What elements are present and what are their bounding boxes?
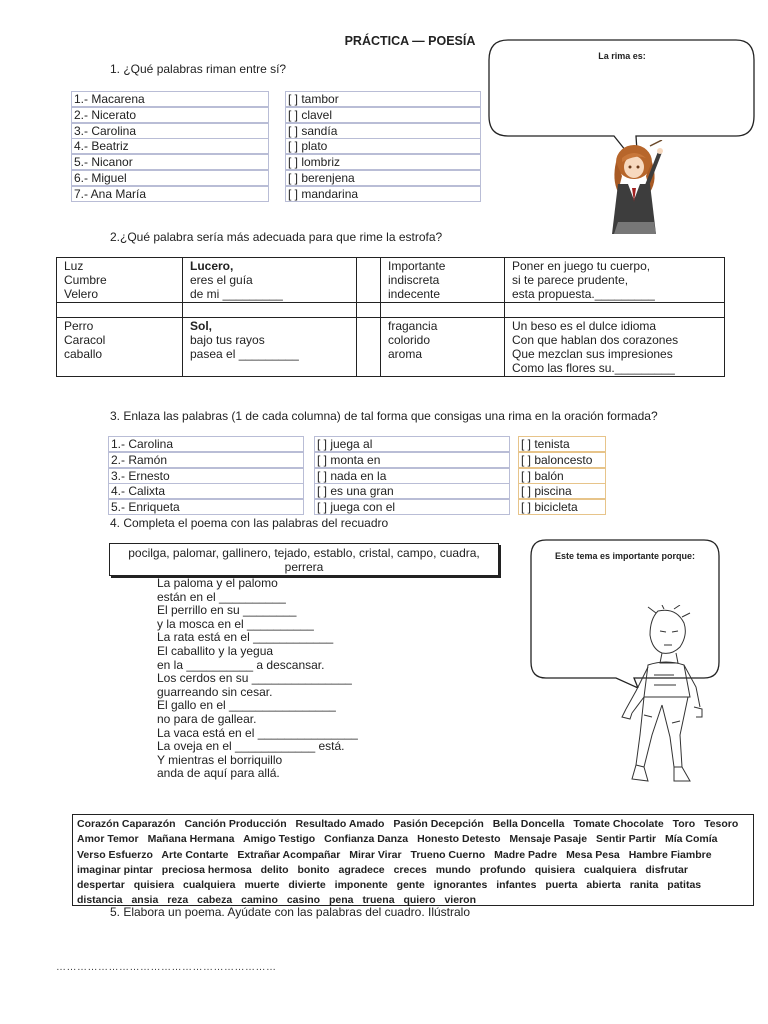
- word-bank-item: truena: [362, 894, 395, 907]
- strophe-option: caballo: [64, 347, 103, 361]
- q1-left-item: 1.- Macarena: [71, 91, 269, 107]
- word-bank-item: Sentir Partir: [595, 833, 657, 846]
- word-bank-item: creces: [393, 863, 427, 876]
- strophe-verse-line: Un beso es el dulce idioma: [512, 319, 657, 333]
- strophe-row-2: [57, 318, 725, 377]
- word-bank-item: ignorantes: [433, 879, 488, 892]
- poem-line: El perrillo en su ________: [157, 603, 297, 618]
- strophe-option: Perro: [64, 319, 94, 333]
- word-box-line-2: perrera: [284, 560, 324, 574]
- word-bank-item: casino: [286, 894, 321, 907]
- answer-dotted-line: ………………………………………………………: [56, 962, 277, 973]
- word-bank-item: Honesto Detesto: [417, 833, 501, 846]
- word-box: [109, 543, 499, 576]
- anime-girl-with-wand-icon: [606, 140, 666, 234]
- word-bank-item: ansia: [131, 894, 159, 907]
- strophe-2-verse: [505, 258, 725, 303]
- q1-left-column: [71, 91, 269, 202]
- q3-col3-item: [ ] baloncesto: [518, 452, 606, 468]
- word-bank-item: Amigo Testigo: [243, 833, 316, 846]
- strophe-option: fragancia: [388, 319, 438, 333]
- strophe-option: Importante: [388, 259, 446, 273]
- word-bank-item: preciosa hermosa: [161, 863, 252, 876]
- q3-col2-item: [ ] juega con el: [314, 499, 510, 515]
- word-bank: [72, 814, 754, 906]
- strophe-option: indiscreta: [388, 273, 440, 287]
- word-bank-item: patitas: [667, 879, 702, 892]
- word-bank-item: puerta: [545, 879, 578, 892]
- q3-col2-item: [ ] juega al: [314, 436, 510, 452]
- word-bank-item: mundo: [435, 863, 471, 876]
- q1-right-item: [ ] mandarina: [285, 186, 481, 202]
- word-bank-item: abierta: [586, 879, 621, 892]
- anime-boy-sketch-icon: [618, 605, 708, 791]
- word-bank-item: Hambre Fiambre: [628, 848, 712, 861]
- word-bank-item: despertar: [77, 879, 125, 892]
- q3-col1-item: 2.- Ramón: [108, 452, 304, 468]
- poem-line: La paloma y el palomo: [157, 576, 278, 590]
- word-bank-item: Amor Temor: [77, 833, 139, 846]
- q3-col1-item: 3.- Ernesto: [108, 468, 304, 484]
- poem: [157, 577, 358, 781]
- word-bank-item: quisiera: [534, 863, 575, 876]
- q1-left-item: 6.- Miguel: [71, 170, 269, 186]
- bubble-1-label: La rima es:: [598, 51, 646, 61]
- q3-column-2: [314, 436, 510, 515]
- poem-line: anda de aquí para allá.: [157, 766, 280, 781]
- strophe-option: colorido: [388, 333, 431, 347]
- q3-col3-item: [ ] bicicleta: [518, 499, 606, 515]
- q1-right-item: [ ] berenjena: [285, 170, 481, 186]
- word-bank-item: Mañana Hermana: [147, 833, 235, 846]
- strophe-verse-line: Poner en juego tu cuerpo,: [512, 259, 651, 273]
- word-bank-item: Tomate Chocolate: [573, 818, 664, 830]
- q3-col3-item: [ ] piscina: [518, 483, 606, 499]
- q3-col1-item: 1.- Carolina: [108, 436, 304, 452]
- strophe-1-verse: [183, 258, 357, 303]
- strophe-verse-line: bajo tus rayos: [190, 333, 265, 347]
- word-bank-item: Verso Esfuerzo: [77, 848, 153, 861]
- poem-line: El gallo en el ________________: [157, 698, 336, 713]
- poem-line: no para de gallear.: [157, 711, 257, 726]
- word-bank-item: Trueno Cuerno: [410, 848, 486, 861]
- word-bank-item: Resultado Amado: [295, 818, 385, 830]
- word-bank-item: Arte Contarte: [161, 848, 229, 861]
- strophe-spacer: [357, 318, 381, 377]
- word-bank-item: camino: [241, 894, 278, 907]
- q3-col3-item: [ ] tenista: [518, 436, 606, 452]
- strophe-4-verse: [505, 318, 725, 377]
- word-bank-item: Bella Doncella: [492, 818, 565, 830]
- word-bank-item: quisiera: [133, 879, 175, 892]
- word-bank-item: Corazón Caparazón: [77, 818, 176, 830]
- strophe-option: Velero: [64, 287, 99, 301]
- word-bank-item: pena: [329, 894, 354, 907]
- q3-col2-item: [ ] monta en: [314, 452, 510, 468]
- word-bank-item: quiero: [403, 894, 436, 907]
- word-bank-item: Toro: [672, 818, 696, 830]
- question-5: 5. Elabora un poema. Ayúdate con las palabras del cuadro. Ilústralo: [110, 905, 471, 919]
- bubble-2-label: Este tema es importante porque:: [554, 551, 696, 561]
- poem-line: están en el __________: [157, 589, 286, 604]
- word-bank-item: Mensaje Pasaje: [509, 833, 588, 846]
- strophe-verse-line: si te parece prudente,: [512, 273, 629, 287]
- poem-line: Y mientras el borriquillo: [157, 752, 283, 767]
- q3-col1-item: 5.- Enriqueta: [108, 499, 304, 515]
- poem-line: guarreando sin cesar.: [157, 684, 273, 699]
- strophe-table: [56, 257, 725, 377]
- poem-line: La vaca está en el _______________: [157, 725, 358, 740]
- q1-right-item: [ ] sandía: [285, 123, 481, 139]
- word-bank-item: reza: [167, 894, 189, 907]
- q3-column-3: [518, 436, 606, 515]
- strophe-2-options: [381, 258, 505, 303]
- strophe-row-1: [57, 258, 725, 303]
- strophe-3-options: [57, 318, 183, 377]
- word-bank-item: delito: [260, 863, 289, 876]
- word-bank-item: distancia: [77, 894, 123, 907]
- page-title: PRÁCTICA — POESÍA: [344, 34, 476, 48]
- strophe-1-options: [57, 258, 183, 303]
- word-bank-item: profundo: [479, 863, 526, 876]
- q1-left-item: 2.- Nicerato: [71, 107, 269, 123]
- q3-col2-item: [ ] es una gran: [314, 483, 510, 499]
- word-bank-item: gente: [396, 879, 425, 892]
- poem-line: Los cerdos en su _______________: [157, 671, 352, 686]
- word-bank-item: cualquiera: [182, 879, 236, 892]
- poem-line: El caballito y la yegua: [157, 643, 274, 658]
- strophe-verse-line: esta propuesta._________: [512, 287, 655, 301]
- q1-right-column: [285, 91, 481, 202]
- strophe-option: Luz: [64, 259, 84, 273]
- poem-line: y la mosca en el __________: [157, 616, 314, 631]
- q1-left-item: 3.- Carolina: [71, 123, 269, 139]
- word-bank-item: Madre Padre: [494, 848, 558, 861]
- q1-right-item: [ ] tambor: [285, 91, 481, 107]
- q3-col3-item: [ ] balón: [518, 468, 606, 484]
- strophe-verse-line: eres el guía: [190, 273, 253, 287]
- word-bank-item: Mía Comía: [665, 833, 718, 846]
- strophe-verse-line: Que mezclan sus impresiones: [512, 347, 673, 361]
- strophe-verse-line: Sol,: [190, 319, 213, 333]
- word-bank-item: ranita: [629, 879, 659, 892]
- word-bank-item: Pasión Decepción: [393, 818, 484, 830]
- question-4: 4. Completa el poema con las palabras del recuadro: [110, 516, 389, 530]
- word-bank-item: Canción Producción: [184, 818, 287, 830]
- strophe-verse-line: Como las flores su._________: [512, 361, 675, 375]
- q1-right-item: [ ] clavel: [285, 107, 481, 123]
- strophe-verse-line: Lucero,: [190, 259, 234, 273]
- word-bank-item: cabeza: [197, 894, 233, 907]
- word-bank-item: Tesoro: [704, 818, 739, 830]
- strophe-option: Caracol: [64, 333, 106, 347]
- q3-column-1: [108, 436, 304, 515]
- word-bank-item: Confianza Danza: [324, 833, 409, 846]
- strophe-option: indecente: [388, 287, 441, 301]
- word-bank-item: bonito: [297, 863, 330, 876]
- word-bank-item: Mesa Pesa: [566, 848, 620, 861]
- strophe-verse-line: de mi _________: [190, 287, 283, 301]
- q1-right-item: [ ] lombriz: [285, 154, 481, 170]
- question-2: 2.¿Qué palabra sería más adecuada para que rime la estrofa?: [110, 230, 443, 244]
- strophe-option: aroma: [388, 347, 423, 361]
- poem-line: La rata está en el ____________: [157, 630, 334, 645]
- q1-left-item: 5.- Nicanor: [71, 154, 269, 170]
- word-bank-item: vieron: [444, 894, 476, 907]
- question-1: 1. ¿Qué palabras riman entre sí?: [110, 62, 287, 76]
- word-bank-item: muerte: [244, 879, 280, 892]
- word-bank-item: imponente: [334, 879, 388, 892]
- poem-line: en la __________ a descansar.: [157, 657, 325, 672]
- word-bank-item: disfrutar: [645, 863, 688, 876]
- strophe-gap-row: [57, 303, 725, 318]
- word-bank-item: agradece: [338, 863, 385, 876]
- q1-right-item: [ ] plato: [285, 138, 481, 154]
- strophe-verse-line: Con que hablan dos corazones: [512, 333, 679, 347]
- poem-line: La oveja en el ____________ está.: [157, 739, 345, 754]
- question-3: 3. Enlaza las palabras (1 de cada columna) de tal forma que consigas una rima en la oración formada?: [110, 409, 658, 423]
- strophe-4-options: [381, 318, 505, 377]
- q3-col1-item: 4.- Calixta: [108, 483, 304, 499]
- word-bank-item: divierte: [288, 879, 326, 892]
- q1-left-item: 4.- Beatriz: [71, 138, 269, 154]
- word-bank-item: imaginar pintar: [77, 863, 153, 876]
- strophe-3-verse: [183, 318, 357, 377]
- strophe-option: Cumbre: [64, 273, 107, 287]
- word-box-line-1: pocilga, palomar, gallinero, tejado, establo, cristal, campo, cuadra,: [128, 546, 480, 560]
- q3-col2-item: [ ] nada en la: [314, 468, 510, 484]
- strophe-verse-line: pasea el _________: [190, 347, 299, 361]
- strophe-spacer: [357, 258, 381, 303]
- word-bank-item: infantes: [496, 879, 537, 892]
- word-bank-item: cualquiera: [583, 863, 637, 876]
- word-bank-item: Extrañar Acompañar: [237, 848, 341, 861]
- q1-left-item: 7.- Ana María: [71, 186, 269, 202]
- word-bank-item: Mirar Virar: [349, 848, 402, 861]
